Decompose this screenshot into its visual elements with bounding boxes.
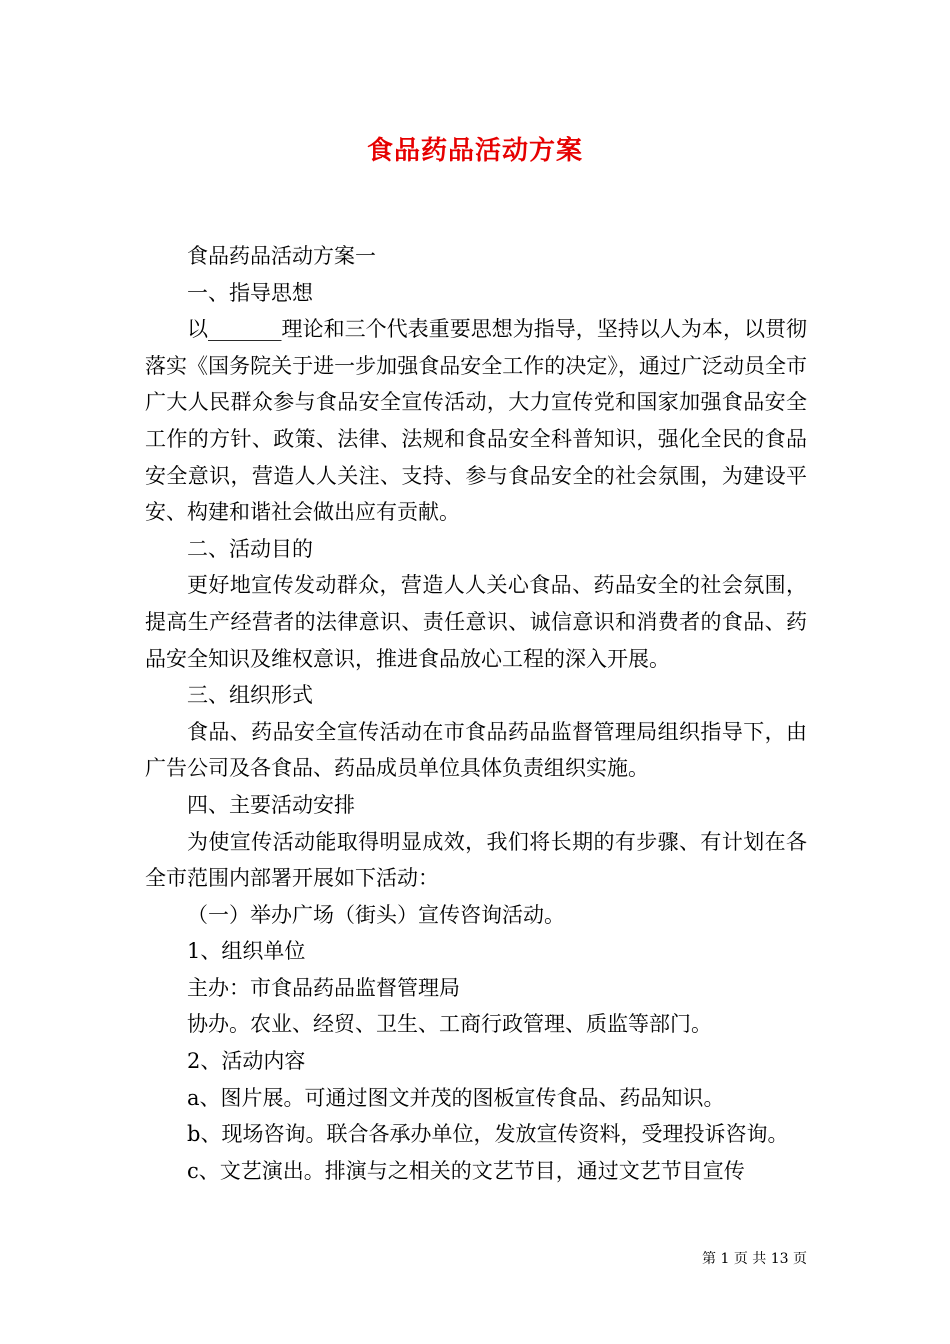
paragraph-heading-plan: 食品药品活动方案一 — [187, 244, 376, 268]
page-footer: 第 1 页 共 13 页 — [702, 1251, 807, 1267]
section-heading-arrangements: 四、主要活动安排 — [187, 792, 355, 817]
paragraph-organization: 食品、药品安全宣传活动在市食品药品监督管理局组织指导下，由广告公司及各食品、药品成员单位具体负责组织实施。 — [145, 719, 807, 781]
paragraph-co-host: 协办。农业、经贸、卫生、工商行政管理、质监等部门。 — [187, 1012, 712, 1037]
section-heading-organization: 三、组织形式 — [187, 683, 313, 708]
subsection-heading-square-event: （一）举办广场（街头）宣传咨询活动。 — [187, 902, 565, 927]
paragraph-photo-exhibition: a、图片展。可通过图文并茂的图板宣传食品、药品知识。 — [187, 1085, 725, 1110]
paragraph-performance: c、文艺演出。排演与之相关的文艺节目，通过文艺节目宣传 — [187, 1158, 745, 1183]
document-body — [145, 238, 807, 1189]
document-title: 食品药品活动方案 — [366, 136, 583, 166]
paragraph-host: 主办：市食品药品监督管理局 — [187, 975, 460, 1000]
paragraph-purpose: 更好地宣传发动群众，营造人人关心食品、药品安全的社会氛围，提高生产经营者的法律意识、责任意识、诚信意识和消费者的食品、药品安全知识及维权意识，推进食品放心工程的深入开展。 — [145, 573, 807, 671]
section-heading-guiding-ideology: 一、指导思想 — [187, 280, 313, 305]
paragraph-arrangements: 为使宣传活动能取得明显成效，我们将长期的有步骤、有计划在各全市范围内部署开展如下活动： — [145, 829, 807, 891]
section-heading-purpose: 二、活动目的 — [187, 536, 313, 561]
item-heading-organizers: 1、组织单位 — [187, 939, 306, 964]
item-heading-content: 2、活动内容 — [187, 1049, 306, 1074]
paragraph-onsite-consultation: b、现场咨询。联合各承办单位，发放宣传资料，受理投诉咨询。 — [187, 1122, 789, 1147]
paragraph-guiding-ideology: 以_______理论和三个代表重要思想为指导，坚持以人为本，以贯彻落实《国务院关于进一步加强食品安全工作的决定》，通过广泛动员全市广大人民群众参与食品安全宣传活动，大力宣传党和国家加强食品安全工作的方针、政策、法律、法规和食品安全科普知识，强化全民的食品安全意识，营造人人关注、支持、参与食品安全的社会氛围，为建设平安、构建和谐社会做出应有贡献。 — [145, 317, 807, 525]
